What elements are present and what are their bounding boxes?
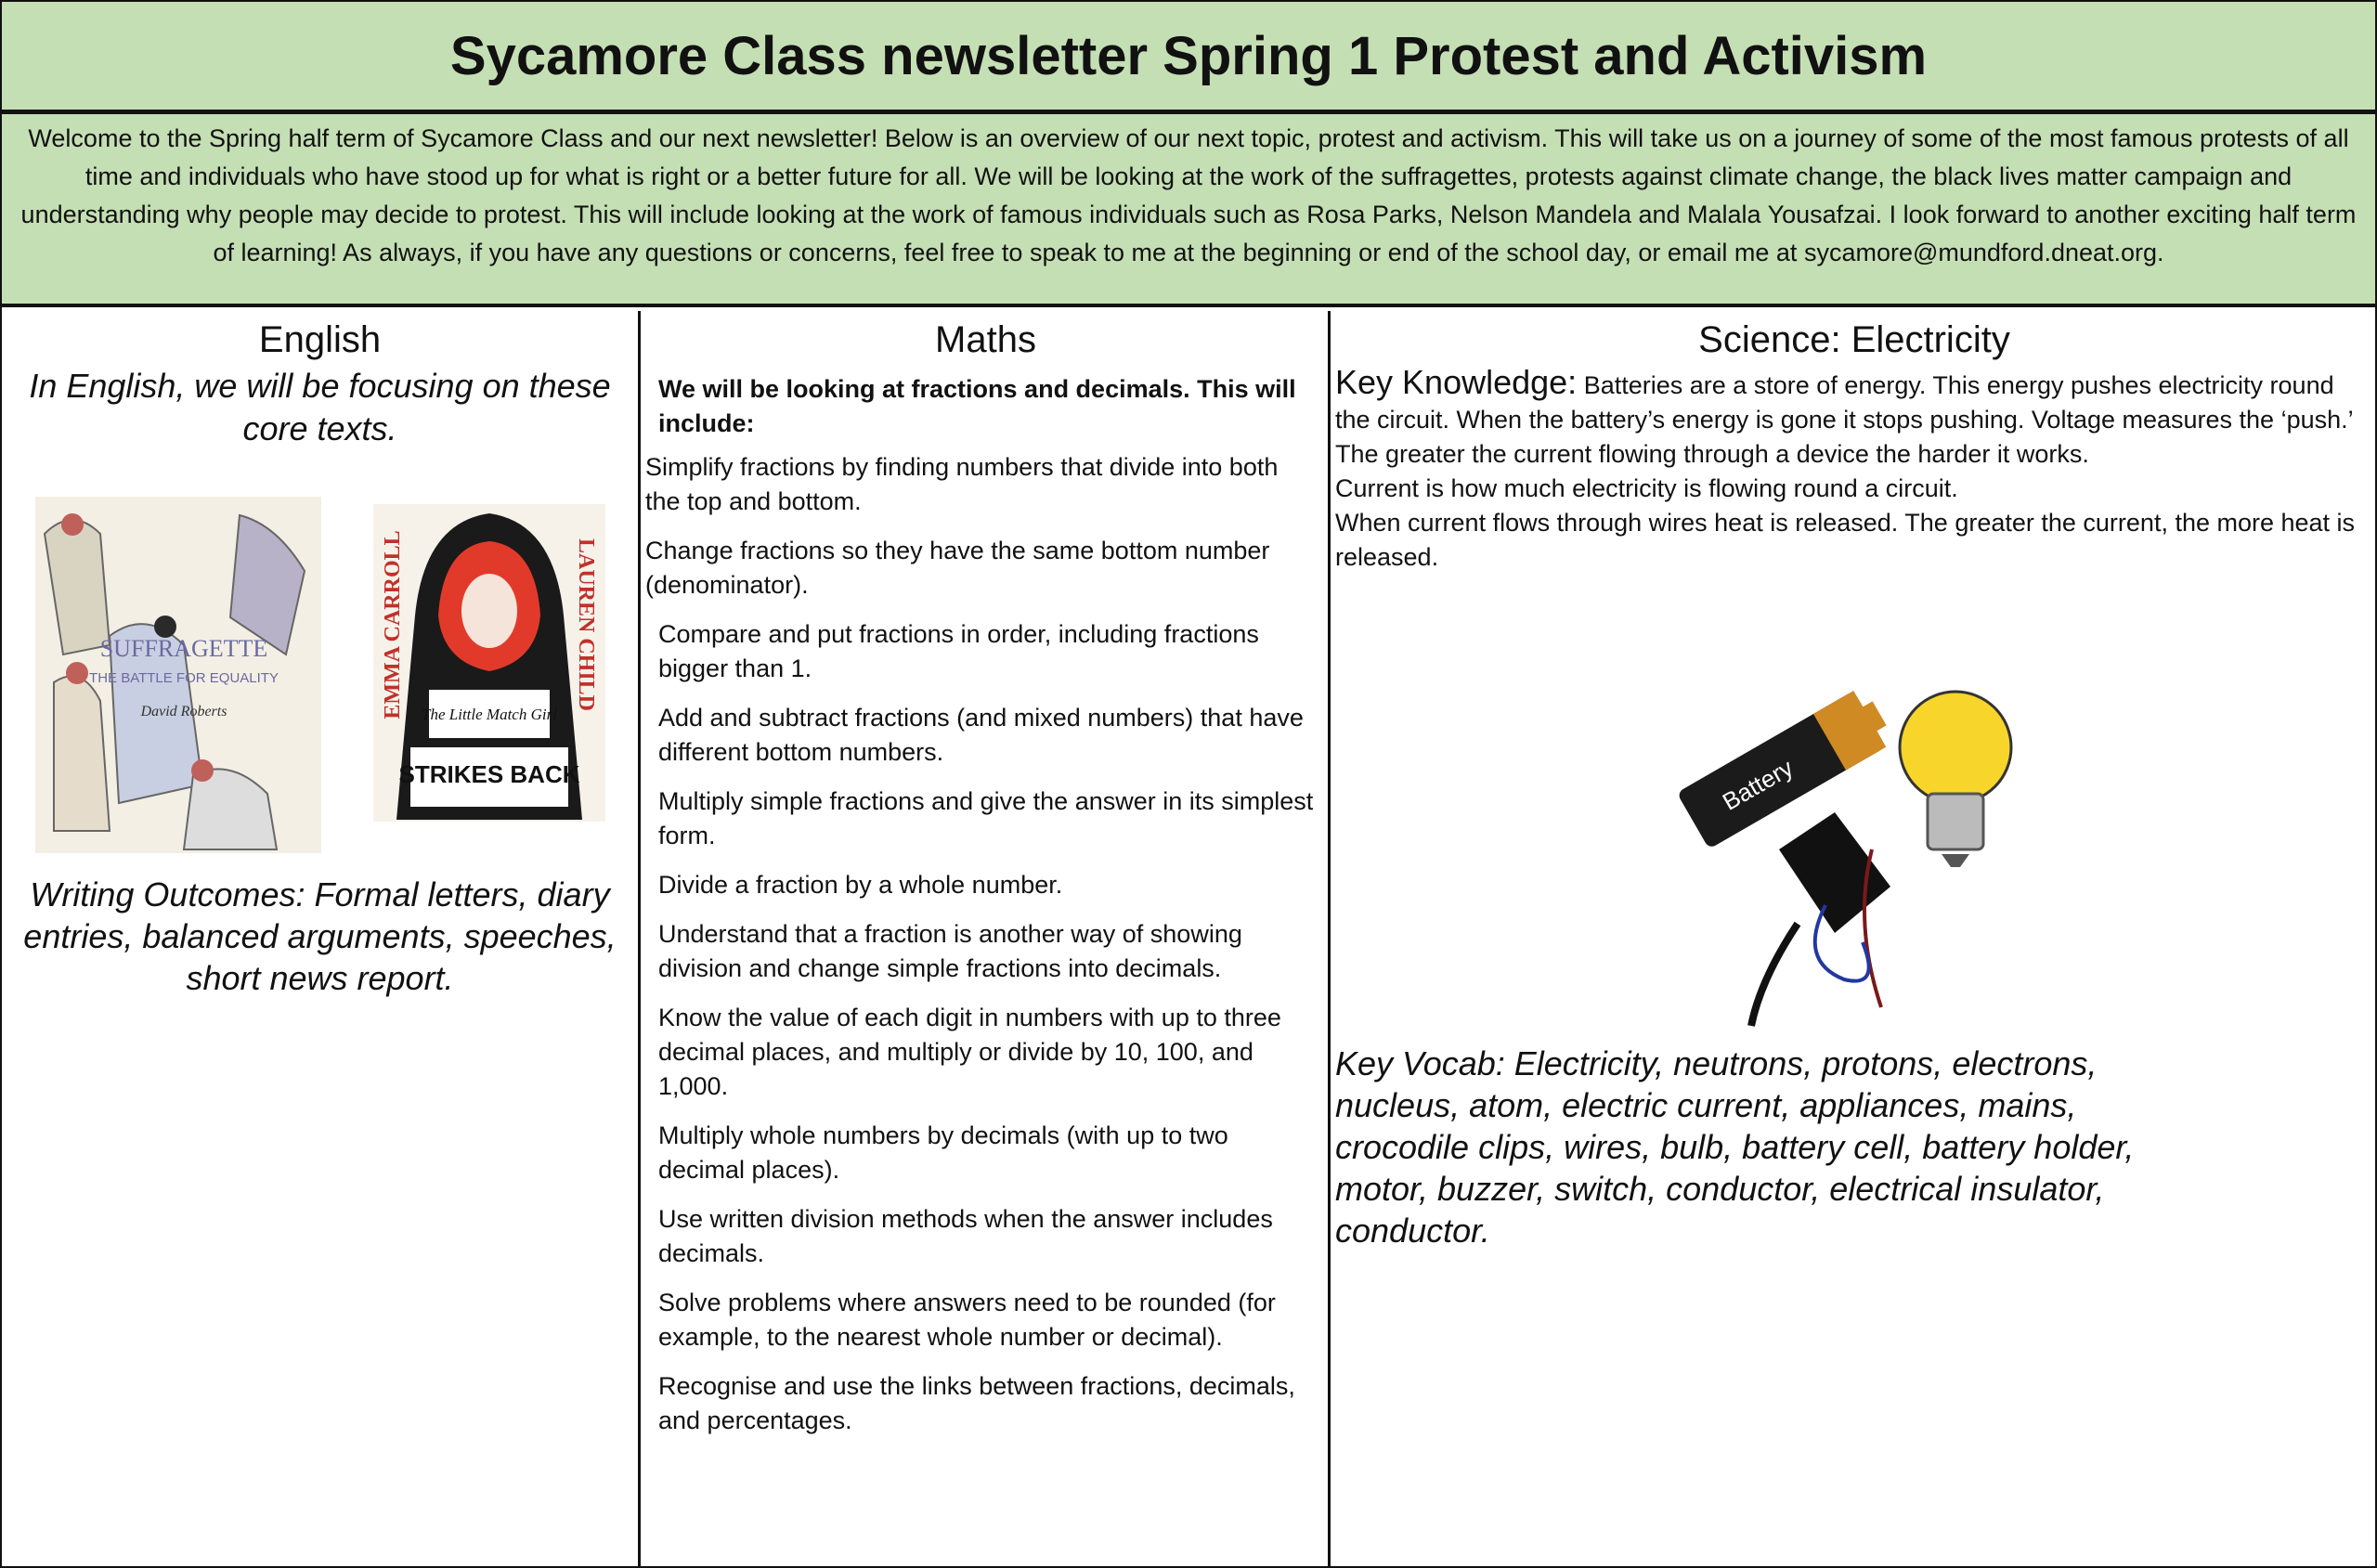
- intro-paragraph: Welcome to the Spring half term of Sycamore Class and our next newsletter! Below is an overview of our next topic, protest and activism. This will take us on a journey of some of the most famous protests of all time and individuals who have stood up for what is right or a better future for all. We will be looking at the work of the suffragettes, protests against climate change, the black lives matter campaign and understanding why people may decide to protest. This will include looking at the work of famous individuals such as Rosa Parks, Nelson Mandela and Malala Yousafzai. I look forward to another exciting half term of learning! As always, if you have any questions or concerns, feel free to speak to me at the beginning or end of the school day, or email me at sycamore@mundford.dneat.org.: [2, 114, 2375, 307]
- book1-title: SUFFRAGETTE: [99, 635, 268, 662]
- maths-item: Recognise and use the links between fractions, decimals, and percentages.: [658, 1372, 1295, 1434]
- book2-title: The Little Match Girl: [422, 706, 557, 723]
- maths-item: Use written division methods when the answer includes decimals.: [658, 1205, 1273, 1267]
- maths-item: Compare and put fractions in order, including fractions bigger than 1.: [658, 620, 1259, 682]
- maths-lead: We will be looking at fractions and decimals. This will include:: [658, 375, 1296, 437]
- newsletter-title: Sycamore Class newsletter Spring 1 Protest and Activism: [2, 2, 2375, 114]
- key-vocab: Key Vocab: Electricity, neutrons, protons, electrons, nucleus, atom, electric current, appliances, mains, crocodile clips, wires, bulb, battery cell, battery holder, motor, buzzer, switch, conductor, electrical insulator, conductor.: [1335, 1044, 2135, 1250]
- science-column: [1333, 311, 2375, 1566]
- maths-item: Know the value of each digit in numbers with up to three decimal places, and multiply or divide by 10, 100, and 1,000.: [658, 1004, 1281, 1100]
- maths-item: Understand that a fraction is another way of showing division and change simple fractions into decimals.: [658, 920, 1242, 982]
- book1-author: David Roberts: [140, 704, 227, 719]
- book-cover-suffragette: [35, 497, 321, 853]
- science-line: Current is how much electricity is flowing round a circuit.: [1335, 474, 1958, 502]
- maths-item: Solve problems where answers need to be rounded (for example, to the nearest whole number or decimal).: [658, 1289, 1276, 1351]
- english-column: [2, 311, 641, 1566]
- maths-item: Multiply simple fractions and give the answer in its simplest form.: [658, 787, 1314, 849]
- maths-item: Add and subtract fractions (and mixed numbers) that have different bottom numbers.: [658, 704, 1304, 766]
- science-line: When current flows through wires heat is released. The greater the current, the more heat is released.: [1335, 509, 2356, 571]
- electricity-illustration: [1658, 664, 2048, 1035]
- maths-column: [643, 311, 1331, 1566]
- key-knowledge-label: Key Knowledge:: [1335, 363, 1578, 401]
- maths-item: Simplify fractions by finding numbers that divide into both the top and bottom.: [645, 453, 1279, 515]
- book-covers: [2, 450, 638, 840]
- battery-label: Battery: [1717, 753, 1799, 816]
- writing-outcomes: Writing Outcomes: Formal letters, diary entries, balanced arguments, speeches, short news report.: [23, 875, 617, 997]
- book2-subtitle: STRIKES BACK: [398, 760, 580, 788]
- key-knowledge: [1335, 365, 2366, 437]
- book2-author: EMMA CARROLL: [381, 530, 405, 719]
- maths-item: Change fractions so they have the same bottom number (denominator).: [645, 537, 1270, 599]
- maths-heading: Maths: [935, 319, 1036, 360]
- english-intro: In English, we will be focusing on these core texts.: [29, 367, 611, 447]
- maths-item: Multiply whole numbers by decimals (with up to two decimal places).: [658, 1121, 1228, 1184]
- science-line: The greater the current flowing through a device the harder it works.: [1335, 440, 2089, 468]
- key-knowledge-text: Batteries are a store of energy. This energy pushes electricity round the circuit. When the battery’s energy is gone it stops pushing. Voltage measures the ‘push.’: [1335, 371, 2354, 434]
- english-heading: English: [258, 319, 382, 360]
- book-cover-little-match-girl: [373, 504, 605, 822]
- book1-subtitle: THE BATTLE FOR EQUALITY: [89, 670, 279, 686]
- maths-item: Divide a fraction by a whole number.: [658, 871, 1063, 899]
- book2-illustrator: LAUREN CHILD: [574, 538, 598, 712]
- science-heading: Science: Electricity: [1698, 319, 2010, 360]
